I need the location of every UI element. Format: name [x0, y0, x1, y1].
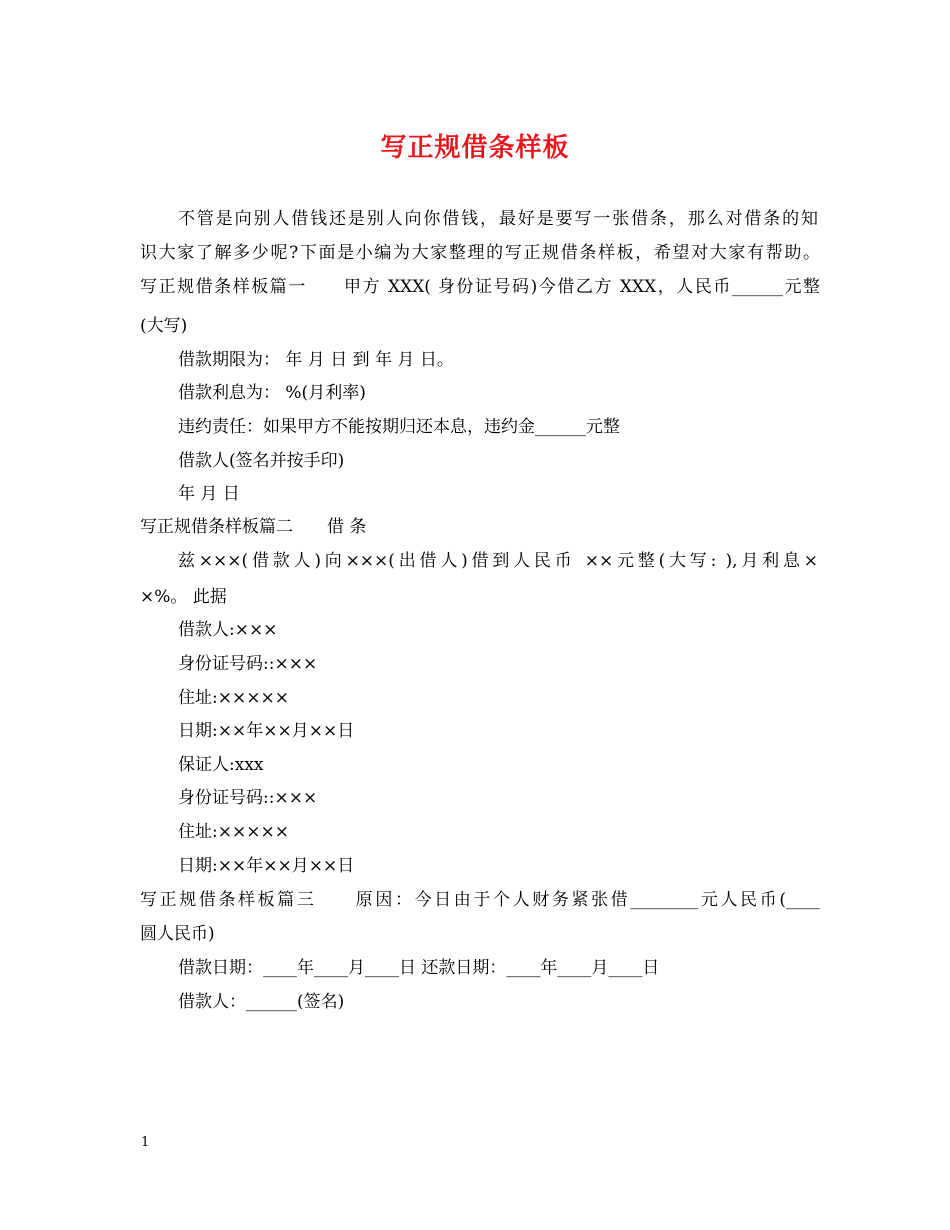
sample-2-heading-line: 写正规借条样板篇二 借 条 — [140, 517, 367, 537]
sample-2-guarantor: 保证人:xxx — [178, 755, 264, 775]
sample-1-heading-line: 写正规借条样板篇一 甲方 XXX( 身份证号码)今借乙方 XXX，人民币______元整 — [140, 277, 820, 297]
document-title: 写正规借条样板 — [380, 133, 570, 163]
sample-2-body-line-2: ×%。 此据 — [140, 587, 227, 607]
sample-1-liability: 违约责任：如果甲方不能按期归还本息，违约金______元整 — [178, 417, 620, 437]
intro-line-1: 不管是向别人借钱还是别人向你借钱，最好是要写一张借条，那么对借条的知 — [178, 209, 818, 229]
sample-3-heading-line: 写正规借条样板篇三 原因：今日由于个人财务紧张借________元人民币(____ — [140, 890, 820, 910]
sample-2-date: 日期:××年××月××日 — [178, 721, 355, 741]
sample-1-continuation: (大写) — [140, 316, 188, 336]
intro-line-2: 识大家了解多少呢?下面是小编为大家整理的写正规借条样板，希望对大家有帮助。 — [140, 243, 820, 263]
sample-2-id-number: 身份证号码::××× — [178, 654, 318, 674]
sample-2-body-line-1: 兹×××(借款人)向×××(出借人)借到人民币 ××元整(大写: ),月利息× — [178, 551, 818, 571]
sample-2-guarantor-address: 住址:××××× — [178, 822, 289, 842]
sample-2-address: 住址:××××× — [178, 688, 289, 708]
page-number: 1 — [141, 1135, 150, 1150]
sample-3-dates: 借款日期：____年____月____日 还款日期：____年____月____日 — [178, 958, 660, 978]
sample-1-interest: 借款利息为： %(月利率) — [178, 383, 366, 403]
sample-1-date: 年 月 日 — [178, 484, 240, 504]
sample-2-guarantor-date: 日期:××年××月××日 — [178, 856, 355, 876]
sample-2-borrower: 借款人:××× — [178, 620, 278, 640]
sample-1-loan-term: 借款期限为： 年 月 日 到 年 月 日。 — [178, 350, 454, 370]
sample-1-borrower-sign: 借款人(签名并按手印) — [178, 451, 345, 471]
sample-3-continuation: 圆人民币) — [140, 924, 215, 944]
sample-2-guarantor-id: 身份证号码::××× — [178, 788, 318, 808]
sample-3-borrower-sign: 借款人：______(签名) — [178, 992, 345, 1012]
